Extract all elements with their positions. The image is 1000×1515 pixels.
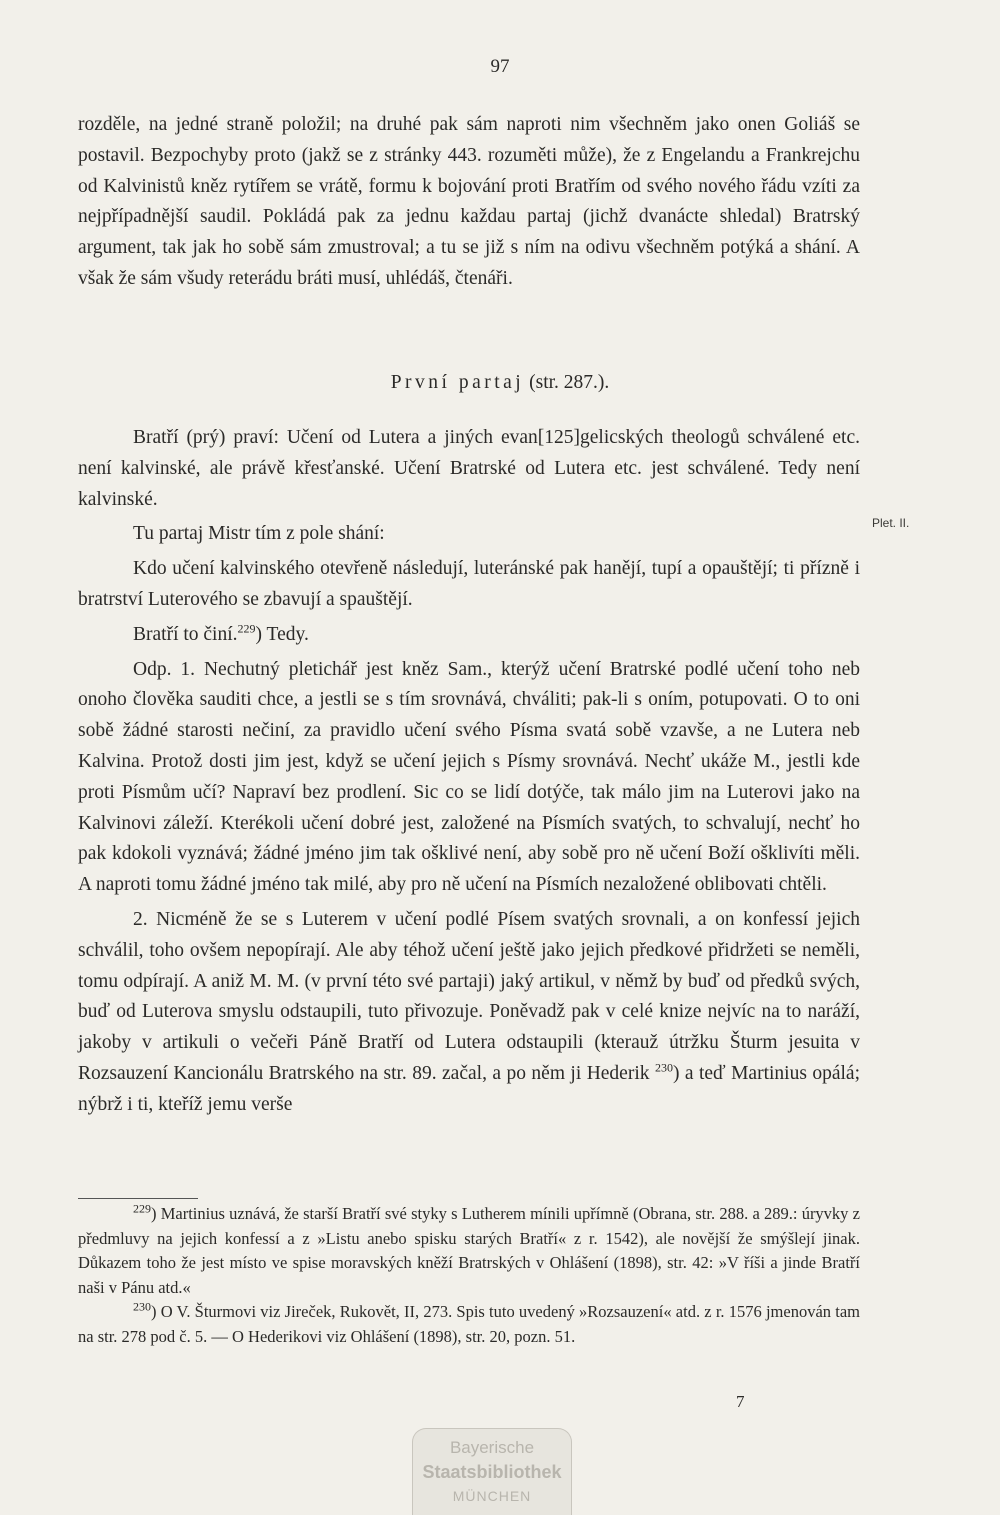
- section-body: [78, 423, 860, 1125]
- intro-paragraph: rozděle, na jedné straně položil; na druhé pak sám naproti nim všechněm jako onen Goliáš se postavil. Bezpochyby proto (jakž se z stránky 443. rozuměti může), že z Engelandu a Frankrejchu od Kalvinistů kněz rytířem se vrátě, formu k bojování proti Bratřím od svého nového řádu vzíti za nejpřípadnější saudil. Pokládá pak za jednu každau partaj (jichž dvanácte shledal) Bratrský argument, tak jak ho sobě sám zmustroval; a tu se již s ním na odivu všechněm potýká a shání. A však že sám všudy reterádu bráti musí, uhlédáš, čtenáři.: [78, 114, 860, 289]
- section-heading: [0, 372, 1000, 394]
- footnote-divider: [78, 1198, 198, 1199]
- stamp-line-3: MÜNCHEN: [452, 1488, 532, 1504]
- margin-note: Plet. II.: [872, 516, 910, 530]
- intro-text: [78, 110, 860, 295]
- section-heading-reference: (str. 287.).: [524, 372, 610, 393]
- paragraph-answer-1: Odp. 1. Nechutný pletichář jest kněz Sam., kterýž učení Bratrské podlé učení toho neb onoho člověka sauditi chce, a jestli se s tím srovnává, chváliti; pak-li s oním, potupovati. O to oni sobě žádné starosti nečiní, za pravidlo učení svého Písma svatá sobě vzavše, a ne Lutera neb Kalvina. Protož dosti jim jest, když se učení jejich s Písmy srovnává. Nechť ukáže M., jestli kde proti Písmům učí? Napraví bez prodlení. Sic co se lidí dotýče, tak málo jim na Luterovi jako na Kalvinovi záleží. Kterékoli učení dobré jest, založené na Písmích svatých, to schvalují, nechť ho pak kdokoli vyznává; žádné jméno jim tak ošklivé není, aby sobě pro ně učení Boží ošklivíti měli. A naproti tomu žádné jméno tak milé, aby pro ně učení na Písmích nezaložené oblibovati chtěli.: [78, 658, 860, 896]
- footnotes: [78, 1202, 860, 1350]
- paragraph-argument: Bratří (prý) praví: Učení od Lutera a jiných evan[125]gelicských theologů schválené etc. není kalvinské, ale právě křesťanské. Učení Bratrské od Lutera etc. jest schválené. Tedy není kalvinské.: [78, 427, 860, 510]
- paragraph-syllogism-minor: Bratří to činí.$^{229}$) Tedy.: [133, 621, 309, 645]
- paragraph-response-intro: Tu partaj Mistr tím z pole shání:: [133, 523, 385, 545]
- stamp-line-2: Staatsbibliothek: [422, 1462, 562, 1482]
- paragraph-answer-2: 2. Nicméně že se s Luterem v učení podlé Písem svatých srovnali, a on konfessí jejich schválil, toho ovšem nepopírají. Ale aby téhož učení ještě jako jejich předkové přidržeti se neměli, tomu odpírají. A aniž M. M. (v první této své partaji) jaký artikul, v němž by buď od předků svých, buď od Luterova smyslu odstaupili, tuto přivozuje. Poněvadž pak v celé knize nejvíc na to naráží, jakoby v artikuli o večeři Páně Bratří od Lutera odstaupili (kterauž útržku Šturm jesuita v Rozsauzení Kancionálu Bratrského na str. 89. začal, a po něm ji Hederik $^{230}$) a teď Martinius opálá; nýbrž i ti, kteříž jemu verše: [78, 908, 860, 1115]
- footnote-229: $^{229}$) Martinius uznává, že starší Bratří své styky s Lutherem mínili upřímně (Obrana, str. 288. a 289.: úryvky z předmluvy na jejich konfessí a z »Listu anebo spisku starých Bratří« z r. 1542), ale novější že smýšlejí jinak. Důkazem toho že jest místo ve spise moravských kněží Bratrských v Ohlášení (1898), str. 42: »V říši a jinde Bratří naši v Pánu atd.«: [78, 1201, 860, 1297]
- section-heading-title: První partaj: [390, 372, 525, 393]
- footnote-230: $^{230}$) O V. Šturmovi viz Jireček, Rukovět, II, 273. Spis tuto uvedený »Rozsauzení« atd. z r. 1576 jmenován tam na str. 278 pod č. 5. — O Hederikovi viz Ohlášení (1898), str. 20, pozn. 51.: [78, 1299, 860, 1346]
- signature-mark: 7: [736, 1392, 745, 1411]
- page-number: 97: [490, 56, 510, 77]
- paragraph-syllogism-major: Kdo učení kalvinského otevřeně následují, luteránské pak hanějí, tupí a opauštějí; ti přízně i bratrství Luterového se zbavují a spauštějí.: [78, 558, 860, 610]
- footnote-ref-229: 229: [237, 621, 256, 636]
- library-stamp: [412, 1428, 572, 1515]
- footnote-ref-230: 230: [654, 1060, 673, 1075]
- stamp-line-1: Bayerische: [449, 1438, 535, 1457]
